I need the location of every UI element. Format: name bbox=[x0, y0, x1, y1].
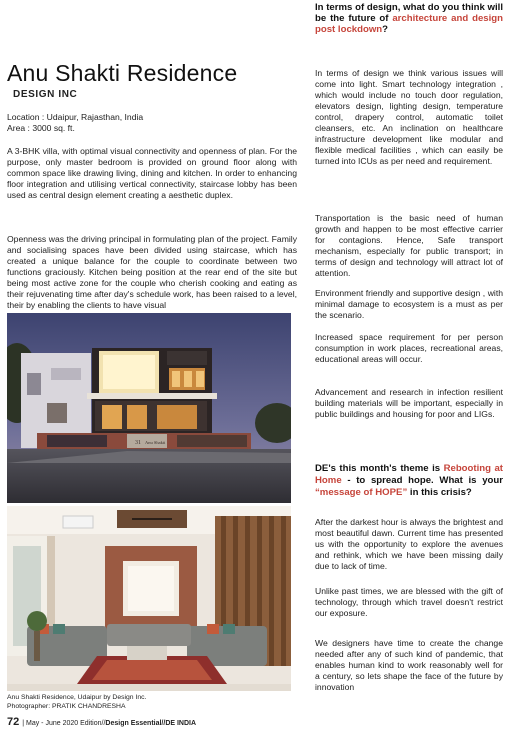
edition-label: | May - June 2020 Edition// bbox=[22, 720, 106, 727]
question-2: DE's this month's theme is Rebooting at Home - to spread hope. What is your “message of HOPE” in this crisis? bbox=[315, 463, 503, 498]
question-2-accent-2: “message of HOPE” bbox=[315, 487, 408, 498]
interior-living-room-photo bbox=[7, 506, 291, 691]
house-number-plate: 31 bbox=[135, 440, 141, 446]
photo-caption bbox=[7, 694, 146, 711]
exterior-photo bbox=[7, 313, 291, 503]
answer-1-paragraph-2: Transportation is the basic need of human growth and happen to be most effective carrier for contagions. Hence, Safe transport mechanism, especially for public transport; in terms of design and technology will attract lot of attention. bbox=[315, 213, 503, 278]
article-title: Anu Shakti Residence bbox=[7, 60, 238, 86]
answer-1-paragraph-5: Advancement and research in infection resilient building materials will be important, especially in public buildings and housing for poor and LIGs. bbox=[315, 387, 503, 419]
answer-1-paragraph-1: In terms of design we think various issues will come into light. Smart technology integration , which would include no touch door regulation, elevators design, lighting design, temperature control, drapery control, automatic toilet cleansers, etc. An inclination on healthcare infrastructure development like modular and flexible medical facilities , which can easily be turned into ICUs as per need and requirement. bbox=[315, 68, 503, 166]
project-location: Location : Udaipur, Rajasthan, India bbox=[7, 112, 144, 122]
house-name-plate: Anu Shakti bbox=[145, 440, 166, 445]
magazine-label: Design Essential//DE INDIA bbox=[105, 720, 197, 727]
project-meta bbox=[7, 112, 297, 134]
firm-name: DESIGN INC bbox=[13, 89, 78, 100]
page-number: 72 bbox=[7, 716, 20, 728]
answer-2-paragraph-2: Unlike past times, we are blessed with the gift of technology, through which travel doesn't restrict our exposure. bbox=[315, 586, 503, 618]
answer-2-paragraph-3: We designers have time to create the change needed after any of such kind of pandemic, that enables human kind to work reasonably well for a century, so lets shape the face of the future by innovation bbox=[315, 638, 503, 692]
answer-1-paragraph-3: Environment friendly and supportive design , with minimal damage to ecosystem is a must as per the scenario. bbox=[315, 288, 503, 320]
question-1-accent: architecture and design post lockdown bbox=[315, 13, 503, 35]
article-paragraph-2: Openness was the driving principal in formulating plan of the project. Family and socialising spaces have been divided using staircase, which has created a unique balance for the couple to coordinate between two functions graciously. Kitchen being position at the rear end of the site but being most active zone for the couple who cherish cooking and eating as their rejuvenating time after day's schedule work, has been raised to a level, their by enabling the clients to have visual bbox=[7, 234, 297, 310]
question-1: In terms of design, what do you think will be the future of architecture and design post lockdown? bbox=[315, 2, 503, 35]
project-area: Area : 3000 sq. ft. bbox=[7, 123, 75, 133]
answer-2-paragraph-1: After the darkest hour is always the brightest and most beautiful dawn. Current time has presented us with the opportunity to explore the avenues and rethink, which we have been missing daily due to lack of time. bbox=[315, 517, 503, 571]
caption-line-2: Photographer: PRATIK CHANDRESHA bbox=[7, 702, 126, 710]
article-paragraph-1: A 3-BHK villa, with optimal visual connectivity and openness of plan. For the purpose, only master bedroom is provided on ground floor along with common space like drawing living, dining and kitchen. In order to enhancing floor integration and utilising vertical connectivity, staircase lobby has been used as central design element creating a aesthetic duplex. bbox=[7, 146, 297, 200]
caption-line-1: Anu Shakti Residence, Udaipur by Design Inc. bbox=[7, 694, 147, 701]
question-2-accent-1: Rebooting at Home bbox=[315, 463, 503, 486]
page-footer bbox=[7, 716, 196, 728]
answer-1-paragraph-4: Increased space requirement for per person consumption in work places, recreational areas, educational areas will occur. bbox=[315, 332, 503, 364]
